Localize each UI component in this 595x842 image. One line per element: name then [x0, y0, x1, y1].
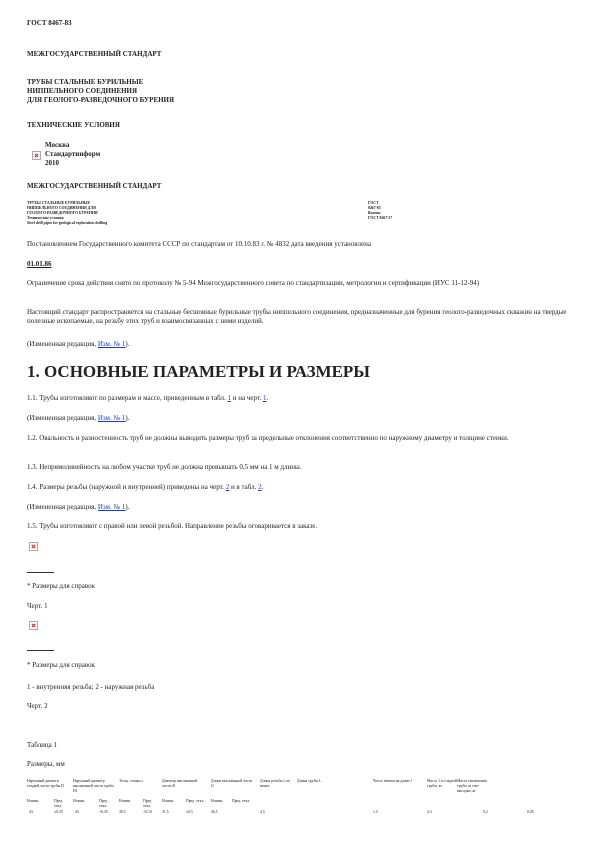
table-1 [27, 779, 572, 819]
amendment-note [27, 414, 130, 423]
amendment-note [27, 340, 130, 349]
table-subheader: Пред. откл. [186, 799, 205, 803]
publisher-city: Москва [45, 141, 70, 149]
table-cell: 43 [29, 810, 33, 814]
table-cell: 31,5 [162, 810, 169, 814]
title-line: ДЛЯ ГЕОЛОГО-РАЗВЕДОЧНОГО БУРЕНИЯ [27, 96, 175, 104]
small-title-line: Технические условия [27, 216, 64, 220]
figure-1-image-icon [29, 542, 38, 551]
table-cell: ±0,35 [54, 810, 63, 814]
figure-2-legend: 1 - внутренняя резьба; 2 - наружная резьба [27, 683, 155, 691]
p11-text: . [266, 394, 269, 402]
interstate-standard-heading-2: МЕЖГОСУДАРСТВЕННЫЙ СТАНДАРТ [27, 182, 162, 190]
interstate-standard-heading: МЕЖГОСУДАРСТВЕННЫЙ СТАНДАРТ [27, 50, 162, 58]
table-subheader: Номин. [27, 799, 39, 803]
table-cell: 4,3 [427, 810, 432, 814]
table-cell: +0,10 [143, 810, 152, 814]
publisher-name: Стандартинформ [45, 150, 101, 158]
paragraph-1-4 [27, 483, 263, 492]
amendment-link[interactable]: Изм. № 1 [97, 340, 126, 348]
small-title-line: Steel drill pipes for geological exploration drilling [27, 221, 108, 225]
table-cell: +0,35 [99, 810, 108, 814]
table-title: Таблица 1 [27, 741, 57, 749]
paragraph-1-1 [27, 394, 268, 403]
small-title-line: ТРУБЫ СТАЛЬНЫЕ БУРИЛЬНЫЕ [27, 201, 91, 205]
table-cell: 36,5 [211, 810, 218, 814]
figure-1-caption: Черт. 1 [27, 602, 48, 610]
paragraph-1-2: 1.2. Овальность и разностенность труб не должны выводить размеры труб за предельные отклонения соответственно по наружному диаметру и толщине стенки. [27, 434, 509, 442]
table-header: Масса увеличения трубы за счет высадки, кг [457, 779, 487, 793]
figure-2-image-icon [29, 621, 38, 630]
amendment-link[interactable]: Изм. № 1 [97, 503, 126, 511]
table-units: Размеры, мм [27, 760, 65, 768]
table-subheader: Пред. откл. [143, 799, 153, 808]
publisher-year: 2010 [45, 159, 59, 167]
footnote-2: * Размеры для справок [27, 661, 96, 669]
amendment-suffix: ). [125, 340, 130, 348]
publisher-info [45, 141, 100, 168]
table-cell: ±0,5 [186, 810, 193, 814]
amendment-prefix: (Измененная редакция, [27, 414, 97, 422]
title-line: НИППЕЛЬНОГО СОЕДИНЕНИЯ [27, 87, 138, 95]
p11-text: и на черт. [232, 394, 262, 402]
table-subheader: Номин. [211, 799, 223, 803]
table-header: Наружный диаметр гладкой части трубы D [27, 779, 64, 788]
table-subheader: Номин. [119, 799, 131, 803]
footnote-divider [27, 650, 54, 651]
table-subheader: Пред. откл. [99, 799, 109, 808]
title-line: ТРУБЫ СТАЛЬНЫЕ БУРИЛЬНЫЕ [27, 78, 144, 86]
table-cell: 43 [75, 810, 79, 814]
doc-code: ГОСТ 8467-83 [27, 19, 72, 27]
table-header: Диаметр высаженной части d1 [162, 779, 197, 788]
table-cell: 0,05 [527, 810, 534, 814]
table-header: Длина высаженной части l1 [211, 779, 253, 788]
limitation-text: Ограничение срока действия снято по протоколу № 5-94 Межгосударственного совета по стандартизации, метрологии и сертификации (ИУС 11-12-94) [27, 279, 480, 287]
amendment-link[interactable]: Изм. № 1 [97, 414, 126, 422]
scope-text: Настоящий стандарт распространяется на стальные бесшовные бурильные трубы ниппельного соединения, предназначенные для бурения геолого-разведочных скважин на твердые полезные ископаемые, на резьбу этих труб и взаимосвязанных с ними изделий. [27, 308, 567, 325]
table-cell: 4,5 [260, 810, 265, 814]
table-header: Длина трубы L [297, 779, 322, 783]
small-title-line: НИППЕЛЬНОГО СОЕДИНЕНИЯ ДЛЯ [27, 206, 96, 210]
amendment-prefix: (Измененная редакция, [27, 503, 97, 511]
footnote-1: * Размеры для справок [27, 582, 96, 590]
table-header: Масса 1 м гладкой трубы, кг [427, 779, 457, 788]
amendment-suffix: ). [125, 414, 130, 422]
broken-image-icon [32, 151, 41, 160]
table-header: Длина резьбы l, не менее [260, 779, 291, 788]
gost-number: 8467-83 [368, 206, 381, 210]
document-subtitle: ТЕХНИЧЕСКИЕ УСЛОВИЯ [27, 121, 120, 129]
table-cell: 1,5 [373, 810, 378, 814]
amendment-note [27, 503, 130, 512]
table-cell: 39,5 [119, 810, 126, 814]
table-subheader: Номин. [73, 799, 85, 803]
small-gost-block [368, 201, 392, 221]
gost-label: ГОСТ [368, 201, 379, 205]
table-header: Число витков на длине l [373, 779, 412, 783]
figure-2-link[interactable]: 2 [225, 483, 230, 491]
replaces-label: Взамен [368, 211, 381, 215]
p14-text: 1.4. Размеры резьбы (наружной и внутренней) приведены на черт. [27, 483, 224, 491]
p14-text: и в табл. [230, 483, 257, 491]
amendment-prefix: (Измененная редакция, [27, 340, 97, 348]
intro-date: 01.01.86 [27, 260, 52, 268]
table-subheader: Пред. откл. [54, 799, 64, 808]
p11-text: 1.1. Трубы изготовляют по размерам и массе, приведенным в табл. [27, 394, 226, 402]
footnote-divider [27, 572, 54, 573]
paragraph-1-5: 1.5. Трубы изготовляют с правой или левой резьбой. Направление резьбы оговаривается в заказе. [27, 522, 318, 530]
table-header: Толщ. стенки s [119, 779, 143, 783]
table-2-link[interactable]: 2 [258, 483, 262, 491]
replaces-number: ГОСТ 8467-57 [368, 216, 393, 220]
table-subheader: Пред. откл. [232, 799, 251, 803]
amendment-suffix: ). [125, 503, 130, 511]
figure-1-link[interactable]: 1 [262, 394, 267, 402]
table-1-link[interactable]: 1 [227, 394, 232, 402]
small-title-block [27, 201, 187, 226]
table-header: Наружный диаметр высаженной части трубы D1 [73, 779, 114, 793]
decree-text: Постановлением Государственного комитета СССР по стандартам от 10.10.83 г. № 4832 дата введения установлена [27, 240, 371, 248]
paragraph-1-3: 1.3. Непрямолинейность на любом участке труб не должна превышать 0,5 мм на 1 м длины. [27, 463, 302, 471]
section-title: 1. ОСНОВНЫЕ ПАРАМЕТРЫ И РАЗМЕРЫ [27, 362, 371, 381]
small-title-line: ГЕОЛОГО-РАЗВЕДОЧНОГО БУРЕНИЯ [27, 211, 98, 215]
figure-2-caption: Черт. 2 [27, 702, 48, 710]
document-title [27, 78, 174, 105]
p14-text: . [261, 483, 264, 491]
table-subheader: Номин. [162, 799, 174, 803]
table-cell: 0,2 [483, 810, 488, 814]
